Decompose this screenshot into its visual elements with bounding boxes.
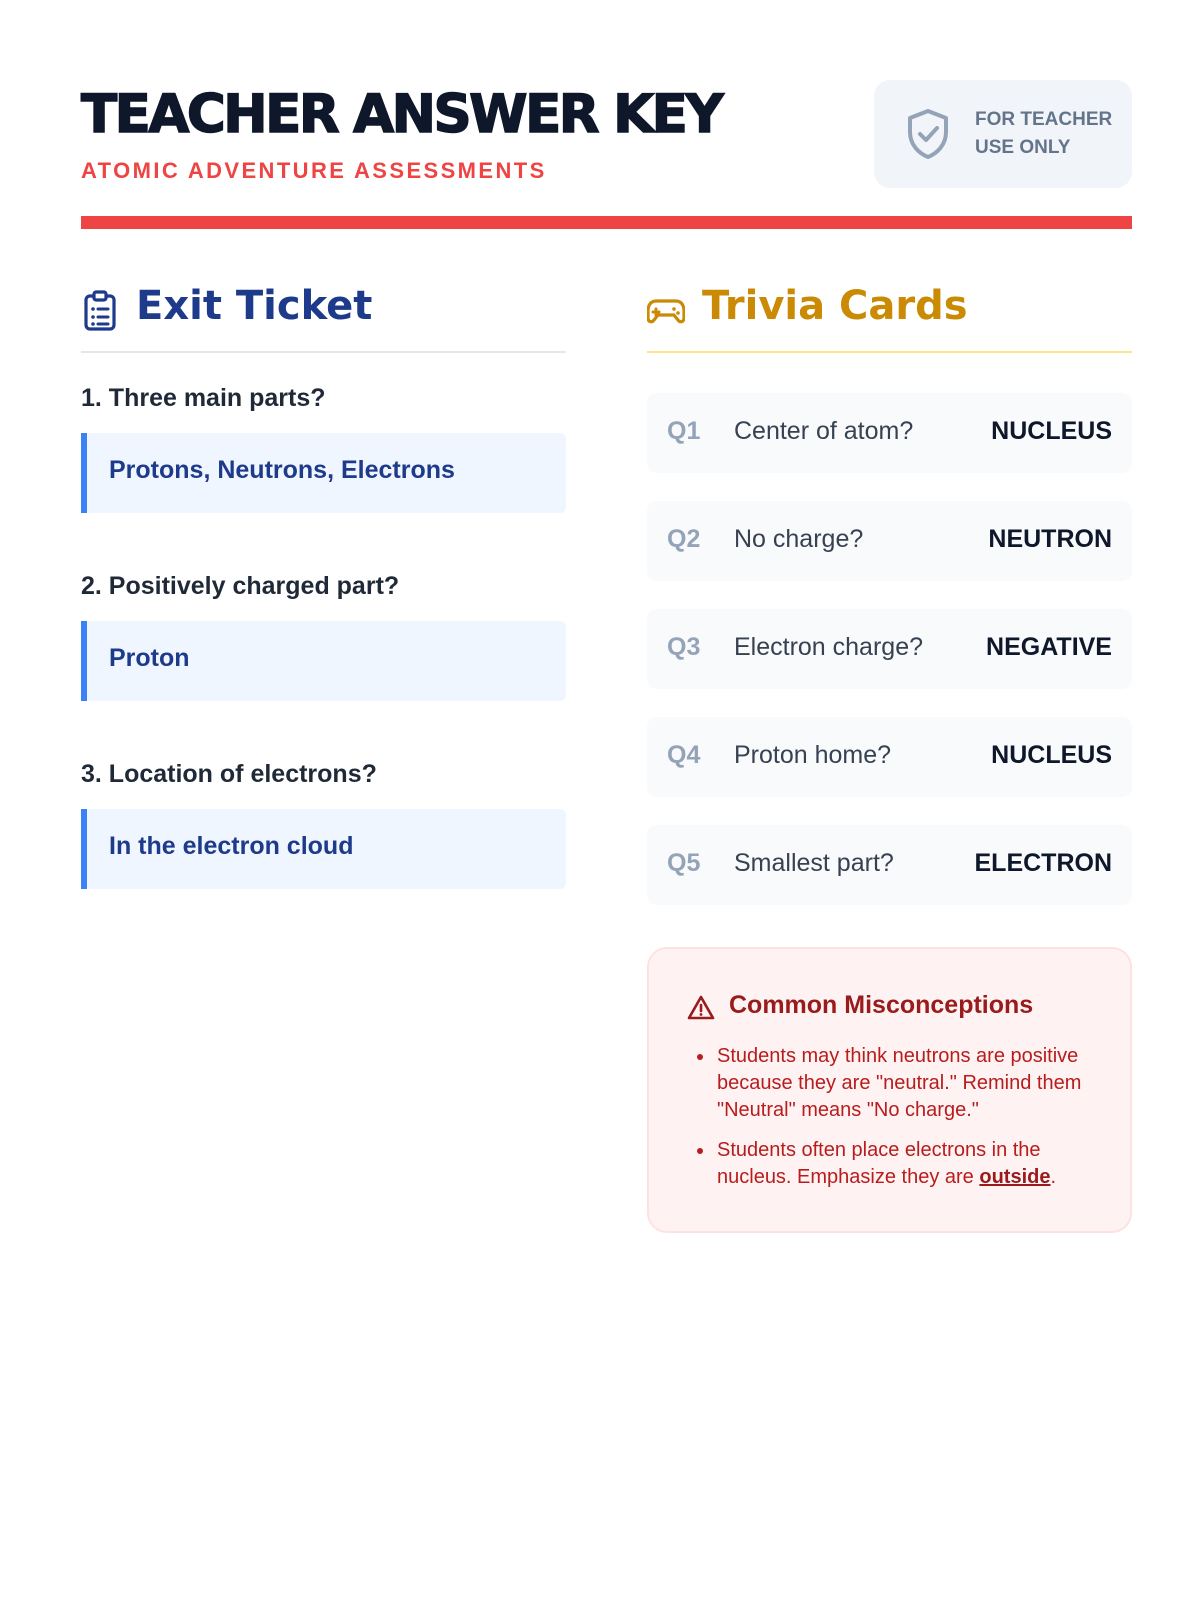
- trivia-question: Smallest part?: [734, 849, 894, 877]
- misconception-text-end: .: [1050, 1166, 1057, 1188]
- misconceptions-list: [695, 1043, 1105, 1204]
- answer-key-page: [81, 0, 1132, 1600]
- trivia-card-5: [647, 825, 1132, 905]
- teacher-only-badge: [874, 80, 1132, 188]
- exit-question-2: 2. Positively charged part?: [81, 572, 400, 600]
- badge-label: FOR TEACHER USE ONLY: [975, 109, 1113, 158]
- trivia-number: Q5: [667, 849, 701, 877]
- exit-answer-1-text: Protons, Neutrons, Electrons: [109, 456, 455, 484]
- trivia-number: Q3: [667, 633, 701, 661]
- trivia-question: Proton home?: [734, 741, 892, 769]
- trivia-header: [647, 280, 1132, 352]
- clipboard-icon: [81, 290, 119, 332]
- trivia-answer: ELECTRON: [974, 849, 1112, 877]
- trivia-card-3: [647, 609, 1132, 689]
- exit-ticket-header: [81, 280, 566, 352]
- trivia-card-1: [647, 393, 1132, 473]
- exit-question-1: 1. Three main parts?: [81, 384, 326, 412]
- trivia-answer: NUCLEUS: [991, 417, 1112, 445]
- trivia-number: Q4: [667, 741, 701, 769]
- misconception-text: Students often place electrons in the nucleus. Emphasize they are: [717, 1139, 1041, 1188]
- trivia-question: Electron charge?: [734, 633, 924, 661]
- trivia-question: No charge?: [734, 525, 864, 553]
- exit-answer-2: [81, 621, 566, 701]
- exit-ticket-section: [81, 280, 566, 860]
- page-header: [81, 80, 1132, 188]
- header-divider: [81, 216, 1132, 229]
- trivia-title: Trivia Cards: [702, 283, 968, 329]
- trivia-card-4: [647, 717, 1132, 797]
- trivia-answer: NEGATIVE: [986, 633, 1112, 661]
- misconception-item-2: [695, 1137, 1105, 1191]
- misconception-item-1: Students may think neutrons are positive because they are "neutral." Remind them "Neutral" means "No charge.": [695, 1043, 1105, 1124]
- exit-answer-1: [81, 433, 566, 513]
- misconceptions-title: Common Misconceptions: [729, 991, 1034, 1019]
- trivia-answer: NEUTRON: [988, 525, 1112, 553]
- misconception-emphasis: outside: [979, 1166, 1051, 1188]
- shield-check-icon: [906, 108, 950, 160]
- exit-question-3: 3. Location of electrons?: [81, 760, 377, 788]
- page-subtitle: ATOMIC ADVENTURE ASSESSMENTS: [81, 158, 547, 183]
- trivia-answer: NUCLEUS: [991, 741, 1112, 769]
- exit-answer-2-text: Proton: [109, 644, 190, 672]
- gamepad-icon: [647, 290, 685, 332]
- page-title: TEACHER ANSWER KEY: [81, 84, 722, 145]
- exit-answer-3: [81, 809, 566, 889]
- trivia-section: [647, 280, 1132, 1188]
- trivia-question: Center of atom?: [734, 417, 914, 445]
- trivia-number: Q2: [667, 525, 701, 553]
- trivia-card-2: [647, 501, 1132, 581]
- exit-ticket-title: Exit Ticket: [136, 283, 373, 329]
- warning-triangle-icon: [687, 995, 715, 1021]
- trivia-rule: [647, 351, 1132, 353]
- exit-answer-3-text: In the electron cloud: [109, 832, 354, 860]
- trivia-number: Q1: [667, 417, 701, 445]
- misconceptions-box: [647, 947, 1132, 1233]
- exit-ticket-rule: [81, 351, 566, 353]
